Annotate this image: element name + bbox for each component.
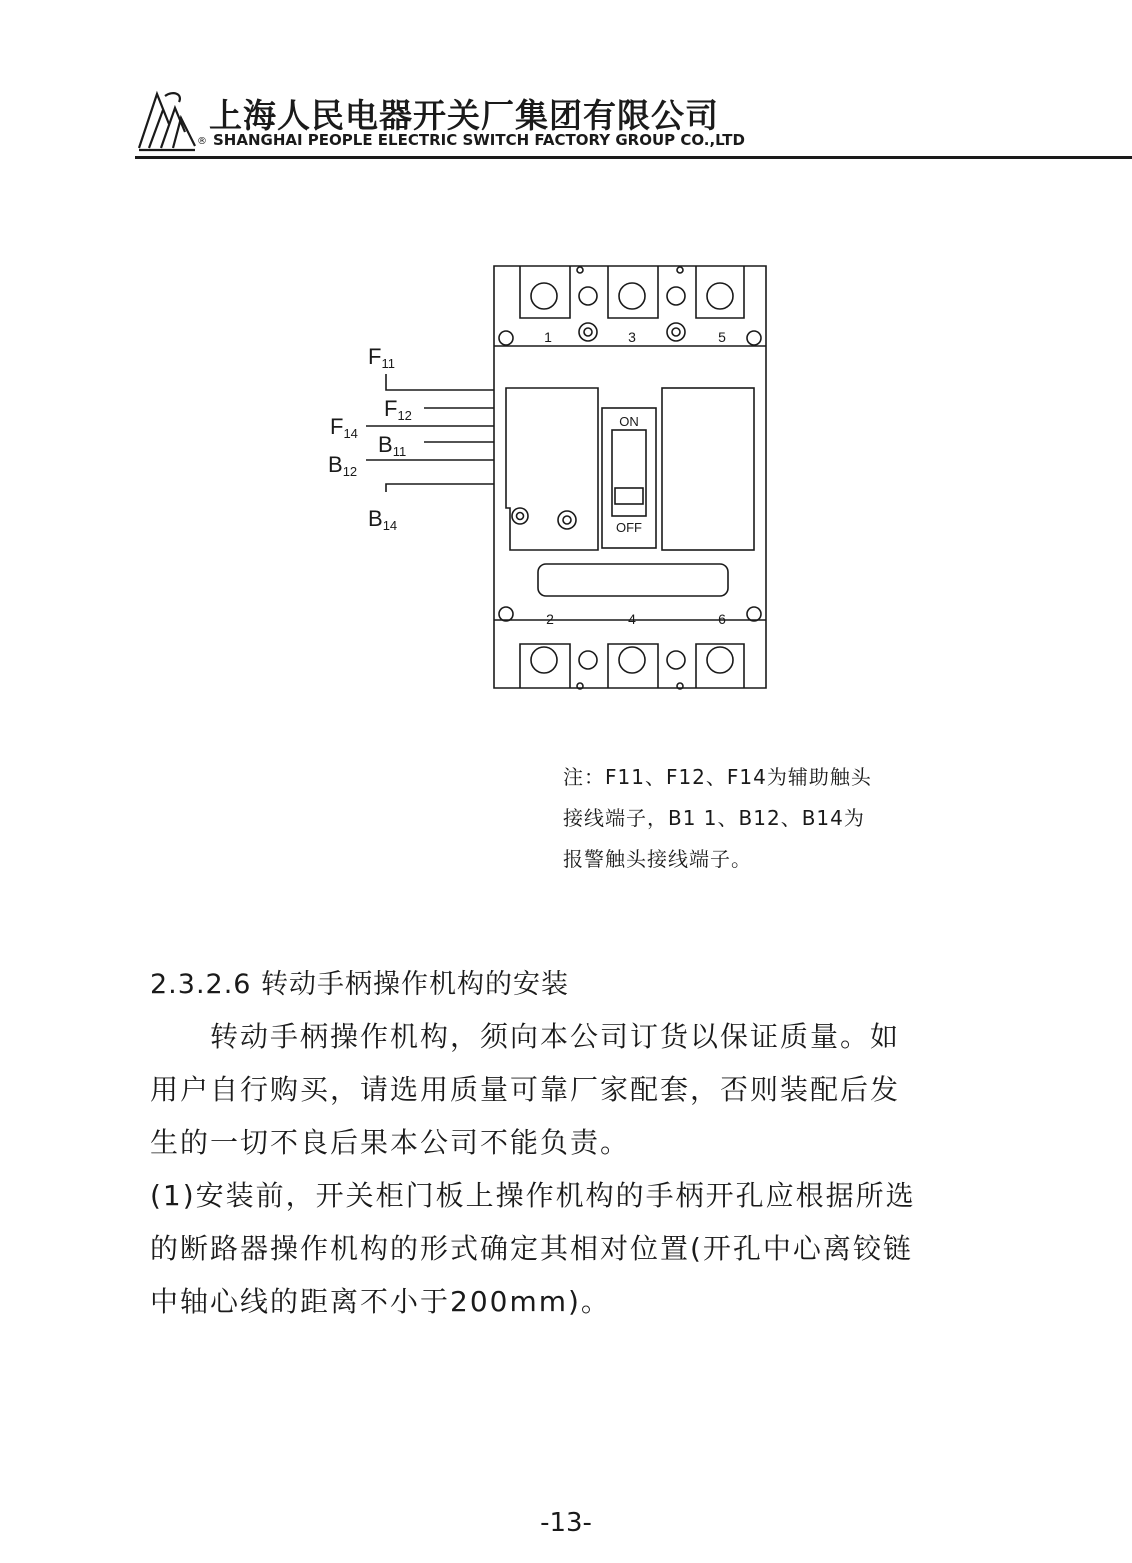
section-title: 2.3.2.6 转动手柄操作机构的安装 (150, 969, 570, 1000)
section-body (150, 1010, 1000, 1328)
diagram-note (563, 757, 872, 880)
handle-off-label: OFF (616, 520, 642, 535)
label-b14: B14 (368, 506, 398, 533)
page-number: -13- (540, 1508, 592, 1538)
corner-screw (499, 607, 513, 621)
company-logo (135, 88, 201, 152)
body-line: 中轴心线的距离不小于200mm)。 (150, 1285, 611, 1318)
bottom-terminal-hole (707, 647, 733, 673)
label-b11: B11 (378, 432, 407, 459)
top-terminal-hole (531, 283, 557, 309)
bottom-terminal-hole (619, 647, 645, 673)
terminal-6: 6 (718, 611, 726, 627)
note-line: 注：F11、F12、F14为辅助触头 (563, 765, 872, 789)
top-terminal-hole (619, 283, 645, 309)
bottom-terminal-hole (531, 647, 557, 673)
terminal-1: 1 (544, 329, 552, 345)
terminal-2: 2 (546, 611, 554, 627)
body-line: 转动手柄操作机构，须向本公司订货以保证质量。如 (150, 1020, 901, 1053)
terminal-5: 5 (718, 329, 726, 345)
note-line: 报警触头接线端子。 (563, 847, 752, 871)
terminal-3: 3 (628, 329, 636, 345)
company-name-en: SHANGHAI PEOPLE ELECTRIC SWITCH FACTORY GROUP CO.,LTD (213, 131, 745, 149)
label-f12: F12 (384, 396, 412, 423)
corner-screw (747, 331, 761, 345)
corner-screw (499, 331, 513, 345)
company-name-cn: 上海人民电器开关厂集团有限公司 (209, 96, 719, 135)
body-line: 生的一切不良后果本公司不能负责。 (150, 1126, 631, 1159)
corner-screw (747, 607, 761, 621)
body-line: (1)安装前，开关柜门板上操作机构的手柄开孔应根据所选 (150, 1179, 916, 1212)
nameplate-slot (538, 564, 728, 596)
label-b12: B12 (328, 452, 358, 479)
body-line: 用户自行购买，请选用质量可靠厂家配套，否则装配后发 (150, 1073, 901, 1106)
breaker-diagram (320, 258, 780, 698)
note-line: 接线端子，B1 1、B12、B14为 (563, 806, 865, 830)
body-line: 的断路器操作机构的形式确定其相对位置(开孔中心离铰链 (150, 1232, 913, 1265)
registered-mark: ® (197, 136, 207, 147)
lead-f11 (386, 374, 494, 390)
breaker-handle (615, 488, 643, 504)
page-header (135, 84, 1132, 160)
top-terminal-hole (707, 283, 733, 309)
terminal-4: 4 (628, 611, 636, 627)
lead-b14 (386, 484, 494, 492)
label-f14: F14 (330, 414, 358, 441)
handle-on-label: ON (619, 414, 639, 429)
header-divider (135, 156, 1132, 159)
label-f11: F11 (368, 344, 395, 371)
